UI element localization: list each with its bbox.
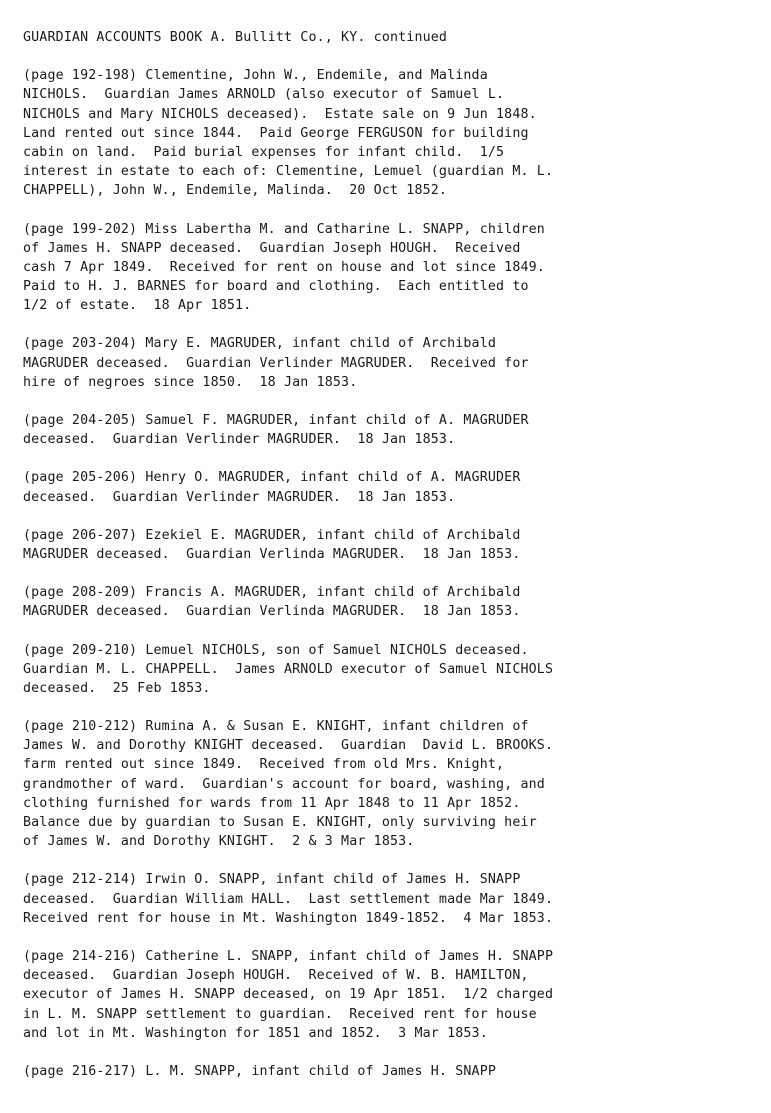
record-line: NICHOLS and Mary NICHOLS deceased). Estate sale on 9 Jun 1848. [23, 106, 537, 122]
record-line: (page 214-216) Catherine L. SNAPP, infant child of James H. SNAPP [23, 948, 554, 964]
record-line: hire of negroes since 1850. 18 Jan 1853. [23, 374, 358, 390]
record-line: Paid to H. J. BARNES for board and clothing. Each entitled to [23, 279, 529, 295]
record-line: (page 205-206) Henry O. MAGRUDER, infant child of A. MAGRUDER [23, 470, 521, 486]
record-entry [23, 717, 758, 851]
header-line: GUARDIAN ACCOUNTS BOOK A. Bullitt Co., KY. continued [23, 30, 448, 45]
record-line: (page 209-210) Lemuel NICHOLS, son of Samuel NICHOLS deceased. [23, 642, 529, 658]
record-line: clothing furnished for wards from 11 Apr 1848 to 11 Apr 1852. [23, 795, 521, 811]
record-entry [23, 1062, 758, 1081]
record-line: James W. and Dorothy KNIGHT deceased. Guardian David L. BROOKS. [23, 738, 554, 754]
record-line: of James W. and Dorothy KNIGHT. 2 & 3 Mar 1853. [23, 834, 415, 850]
record-entry [23, 468, 758, 506]
record-line: deceased. Guardian Joseph HOUGH. Received of W. B. HAMILTON, [23, 968, 529, 984]
record-line: grandmother of ward. Guardian's account for board, washing, and [23, 776, 545, 792]
record-line: (page 192-198) Clementine, John W., Endemile, and Malinda [23, 68, 488, 84]
record-entry [23, 220, 758, 316]
record-line: deceased. Guardian Verlinder MAGRUDER. 18 Jan 1853. [23, 489, 456, 505]
record-line: Land rented out since 1844. Paid George FERGUSON for building [23, 125, 529, 141]
record-line: MAGRUDER deceased. Guardian Verlinda MAGRUDER. 18 Jan 1853. [23, 546, 521, 562]
record-line: Received rent for house in Mt. Washington 1849-1852. 4 Mar 1853. [23, 910, 554, 926]
record-line: (page 216-217) L. M. SNAPP, infant child of James H. SNAPP [23, 1063, 497, 1079]
record-line: and lot in Mt. Washington for 1851 and 1852. 3 Mar 1853. [23, 1025, 488, 1041]
record-entry [23, 641, 758, 699]
record-line: of James H. SNAPP deceased. Guardian Joseph HOUGH. Received [23, 240, 521, 256]
record-line: (page 208-209) Francis A. MAGRUDER, infant child of Archibald [23, 585, 521, 601]
record-entry [23, 66, 758, 200]
document-page [23, 28, 758, 1081]
record-line: MAGRUDER deceased. Guardian Verlinda MAGRUDER. 18 Jan 1853. [23, 604, 521, 620]
document-header [23, 28, 758, 47]
record-line: NICHOLS. Guardian James ARNOLD (also executor of Samuel L. [23, 87, 505, 103]
record-line: (page 210-212) Rumina A. & Susan E. KNIGHT, infant children of [23, 719, 529, 735]
record-line: cash 7 Apr 1849. Received for rent on house and lot since 1849. [23, 259, 545, 275]
record-line: deceased. Guardian Verlinder MAGRUDER. 18 Jan 1853. [23, 432, 456, 448]
record-line: interest in estate to each of: Clementine, Lemuel (guardian M. L. [23, 164, 554, 180]
record-line: (page 203-204) Mary E. MAGRUDER, infant child of Archibald [23, 336, 497, 352]
record-entry [23, 334, 758, 392]
record-line: in L. M. SNAPP settlement to guardian. Received rent for house [23, 1006, 537, 1022]
record-line: cabin on land. Paid burial expenses for infant child. 1/5 [23, 144, 505, 160]
record-line: (page 204-205) Samuel F. MAGRUDER, infant child of A. MAGRUDER [23, 413, 529, 428]
record-entry [23, 870, 758, 928]
record-line: (page 199-202) Miss Labertha M. and Catharine L. SNAPP, children [23, 221, 545, 237]
record-line: CHAPPELL), John W., Endemile, Malinda. 20 Oct 1852. [23, 183, 448, 199]
record-line: deceased. 25 Feb 1853. [23, 680, 211, 696]
record-line: (page 206-207) Ezekiel E. MAGRUDER, infant child of Archibald [23, 527, 521, 543]
record-line: 1/2 of estate. 18 Apr 1851. [23, 298, 252, 314]
record-line: farm rented out since 1849. Received from old Mrs. Knight, [23, 757, 505, 773]
record-entry [23, 583, 758, 621]
entries-list [23, 66, 758, 1081]
record-line: deceased. Guardian William HALL. Last settlement made Mar 1849. [23, 891, 554, 907]
record-line: executor of James H. SNAPP deceased, on 19 Apr 1851. 1/2 charged [23, 987, 554, 1003]
record-line: (page 212-214) Irwin O. SNAPP, infant child of James H. SNAPP [23, 872, 521, 888]
record-line: Guardian M. L. CHAPPELL. James ARNOLD executor of Samuel NICHOLS [23, 661, 554, 677]
record-entry [23, 411, 758, 449]
record-line: MAGRUDER deceased. Guardian Verlinder MAGRUDER. Received for [23, 355, 529, 371]
record-entry [23, 947, 758, 1043]
record-entry [23, 526, 758, 564]
record-line: Balance due by guardian to Susan E. KNIGHT, only surviving heir [23, 815, 537, 830]
